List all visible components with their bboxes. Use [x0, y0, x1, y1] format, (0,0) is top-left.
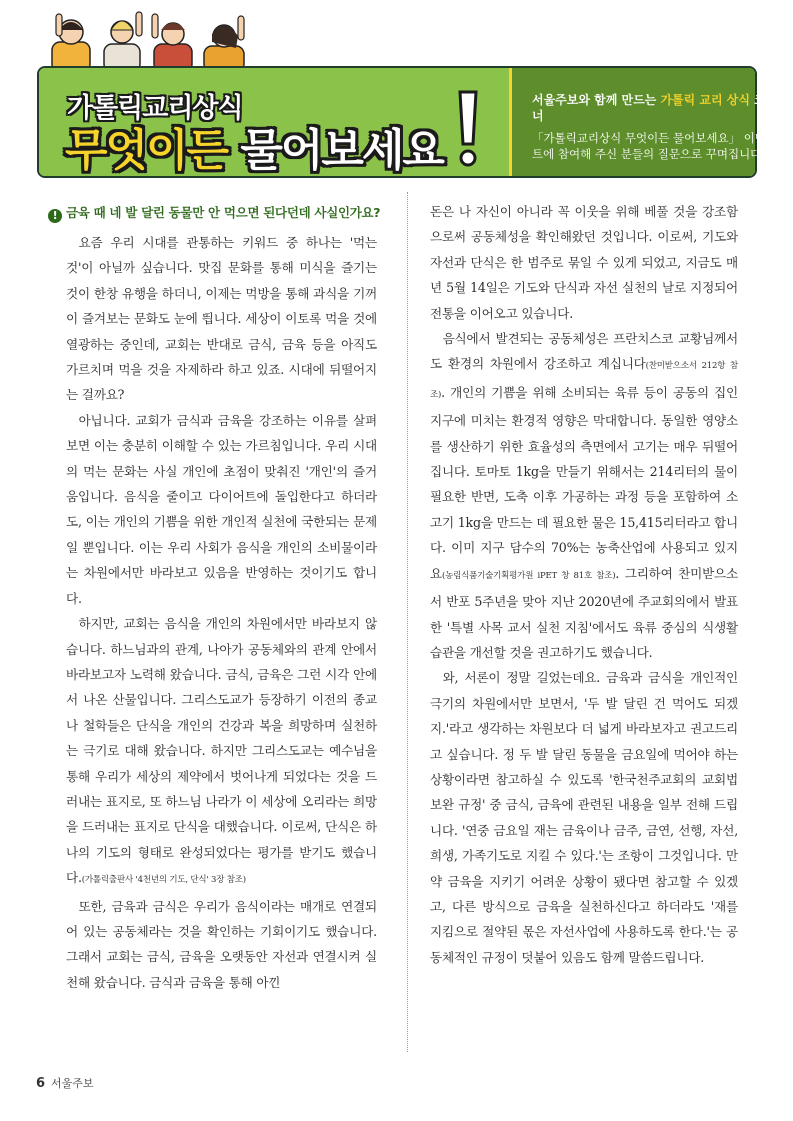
- citation: (찬미받으소서 212항 참조): [430, 361, 738, 400]
- left-paragraph-2: 아닙니다. 교회가 금식과 금육을 강조하는 이유를 살펴보면 이는 충분히 이해할 수 있는 가르침입니다. 우리 시대의 먹는 문화는 사실 개인에 초점이 맞춰진 '개인'의 즐거움입니다. 음식을 줄이고 다이어트에 돌입한다고 하더라도, 이는 개인의 기쁨을 위한 개인적 실천에 국한되는 문제일 뿐입니다. 이는 우리 사회가 음식을 개인의 소비물이라는 차원에서만 바라보고 있음을 반영하는 것이기도 합니다.: [66, 412, 377, 606]
- corner-description: 「가톨릭교리상식 무엇이든 물어보세요」 이벤트에 참여해 주신 분들의 질문으로 꾸며집니다.: [532, 131, 766, 161]
- corner-info-panel: [509, 68, 766, 176]
- person-3-figure: [152, 14, 192, 72]
- page-number: 6: [36, 1076, 46, 1091]
- banner-title-part2: 물어보세요: [240, 125, 443, 176]
- cheering-people-illustration: [48, 8, 258, 72]
- left-paragraph-3: 하지만, 교회는 음식을 개인의 차원에서만 바라보지 않습니다. 하느님과의 관계, 나아가 공동체와의 관계 안에서 바라보고자 노력해 왔습니다. 금식, 금육은 그런 시각 안에서 나온 산물입니다. 그리스도교가 등장하기 이전의 종교나 철학들은 단식을 개인의 건강과 복을 희망하며 실천하는 극기로 대해 왔습니다. 하지만 그리스도교는 예수님을 통해 우리가 세상의 제약에서 벗어나게 되었다는 것을 드러내는 표지로, 또 하느님 나라가 이 세상에 오리라는 희망을 드러내는 표지로 단식을 대했습니다. 이로써, 단식은 하나의 기도의 형태로 완성되었다는 평가를 받기도 했습니다.(가톨릭출판사 '4천년의 기도, 단식' 3장 참조): [66, 616, 377, 886]
- corner-heading: 서울주보와 함께 만드는 가톨릭 교리 상식 코너: [532, 93, 766, 123]
- column-divider: [407, 192, 408, 1052]
- right-paragraph-2: 음식에서 발견되는 공동체성은 프란치스코 교황님께서도 환경의 차원에서 강조하고 계십니다(찬미받으소서 212항 참조). 개인의 기쁨을 위해 소비되는 육류 등이 공동의 집인 지구에 미치는 환경적 영향은 막대합니다. 동일한 영양소를 생산하기 위한 효율성의 측면에서 고기는 매우 뒤떨어집니다. 토마토 1kg을 만들기 위해서는 214리터의 물이 필요한 반면, 도축 이후 가공하는 과정 등을 포함하여 소고기 1kg을 만드는 데 필요한 물은 15,415리터라고 합니다. 이미 지구 담수의 70%는 농축산업에 사용되고 있지요(농림식품기술기획평가원 iPET 창 81호 참조). 그리하여 찬미받으소서 반포 5주년을 맞아 지난 2020년에 주교회의에서 발표한 '특별 사목 교서 실천 지침'에서도 육류 중심의 식생활 습관을 개선할 것을 권고하기도 했습니다.: [430, 331, 738, 660]
- left-paragraph-1: 요즘 우리 시대를 관통하는 키워드 중 하나는 '먹는 것'이 아닐까 싶습니다. 맛집 문화를 통해 미식을 즐기는 것이 한창 유행을 하더니, 이제는 먹방을 통해 과식을 기꺼이 즐겨보는 문화도 눈에 띕니다. 세상이 이토록 먹을 것에 열광하는 중인데, 교회는 반대로 금식, 금육 등을 아직도 가르치며 먹을 것을 자제하라 하고 있죠. 시대에 뒤떨어지는 걸까요?: [66, 235, 377, 403]
- right-paragraph-1: 돈은 나 자신이 아니라 꼭 이웃을 위해 베풀 것을 강조함으로써 공동체성을 확인해왔던 것입니다. 이로써, 기도와 자선과 단식은 한 범주로 묶일 수 있게 되었고, 지금도 매년 5월 14일은 기도와 단식과 자선 실천의 날로 지정되어 전통을 이어오고 있습니다.: [430, 204, 738, 321]
- person-1-figure: [52, 14, 90, 72]
- banner-title-part1: 무엇이든: [65, 125, 228, 176]
- question-text: 금육 때 네 발 달린 동물만 안 먹으면 된다던데 사실인가요?: [66, 205, 381, 220]
- right-paragraph-3: 와, 서론이 정말 길었는데요. 금육과 금식을 개인적인 극기의 차원에서만 보면서, '두 발 달린 건 먹어도 되겠지.'라고 생각하는 차원보다 더 넓게 바라보자고 권고드리고 싶습니다. 정 두 발 달린 동물을 금요일에 먹어야 하는 상황이라면 참고하실 수 있도록 '한국천주교회의 교회법 보완 규정' 중 금식, 금육에 관련된 내용을 일부 전해 드립니다. '연중 금요일 재는 금육이나 금주, 금연, 선행, 자선, 희생, 가족기도로 지킬 수 있다.'는 조항이 그것입니다. 만약 금육을 지키기 어려운 상황이 됐다면 참고할 수 있겠고, 다른 방식으로 금육을 실천하신다고 하더라도 '재를 지킴으로 절약된 몫은 자선사업에 사용하도록 한다.'는 공동체적인 규정이 덧붙어 있음도 함께 말씀드립니다.: [430, 670, 738, 965]
- corner-info: [532, 92, 772, 162]
- left-column: [66, 230, 377, 995]
- exclamation-circle-icon: !: [48, 209, 62, 223]
- exclamation-icon: [457, 90, 479, 168]
- citation: (가톨릭출판사 '4천년의 기도, 단식' 3장 참조): [81, 875, 246, 886]
- question-heading: [48, 203, 380, 223]
- publication-name: 서울주보: [51, 1077, 94, 1090]
- banner-title: [65, 114, 443, 178]
- person-4-figure: [204, 16, 244, 72]
- banner-kicker: 가톨릭교리상식: [67, 93, 243, 124]
- right-column: [430, 199, 738, 970]
- person-2-figure: [104, 12, 142, 72]
- page-footer: [36, 1075, 94, 1091]
- citation: (농림식품기술기획평가원 iPET 창 81호 참조): [441, 570, 616, 581]
- title-banner: [37, 66, 766, 178]
- left-paragraph-4: 또한, 금육과 금식은 우리가 음식이라는 매개로 연결되어 있는 공동체라는 것을 확인하는 기회이기도 했습니다. 그래서 교회는 금식, 금육을 오랫동안 자선과 연결시켜 실천해 왔습니다. 금식과 금육을 통해 아낀: [66, 898, 377, 990]
- banner-title-area: [39, 68, 509, 176]
